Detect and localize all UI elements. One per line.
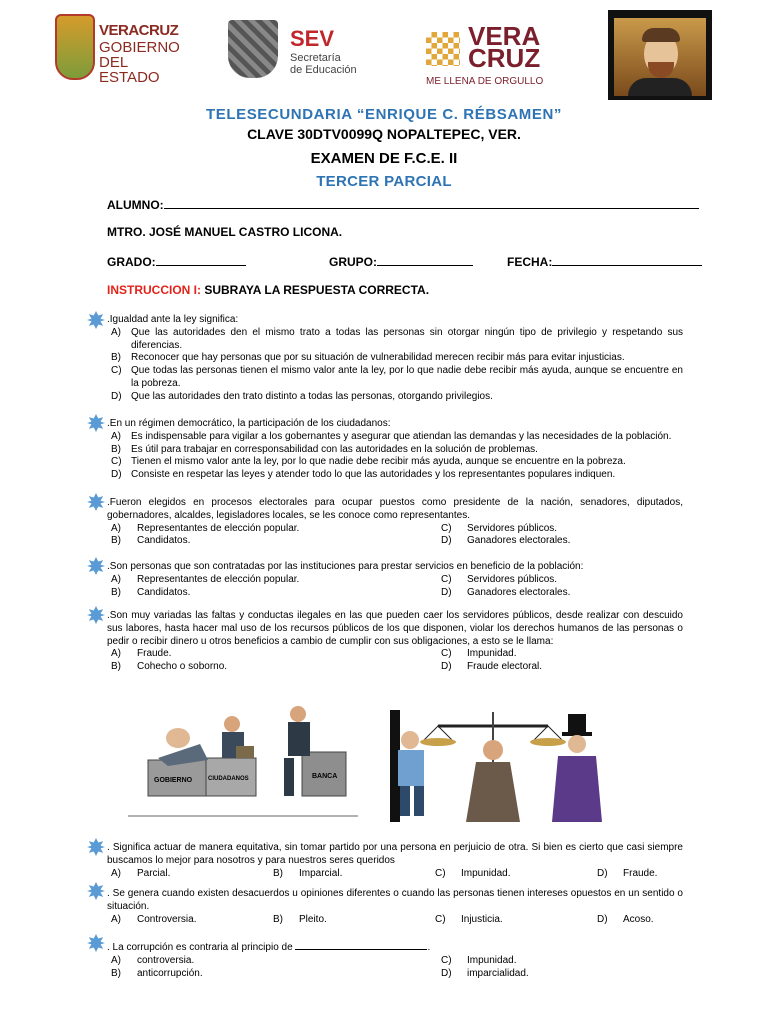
logo-veracruz-line1: VERACRUZ [99,22,179,39]
answer-option[interactable]: B) Es útil para trabajar en corresponsabilidad con las autoridades en la solución de problemas. [111,443,538,455]
instruction [107,283,429,297]
veracruz-pattern-icon [426,32,460,66]
answer-option[interactable]: B) Candidatos. [111,586,191,598]
instruction-label: INSTRUCCION I: [107,283,201,297]
portrait-image [608,10,712,100]
teacher-name: MTRO. JOSÉ MANUEL CASTRO LICONA. [107,225,343,239]
logo-veracruz-line2: GOBIERNO DEL ESTADO [99,39,180,86]
answer-option[interactable]: D) Que las autoridades den trato distinto a todas las personas, otorgando privilegios. [111,390,493,402]
answer-option[interactable]: B) Cohecho o soborno. [111,661,228,673]
answer-option[interactable]: C) Servidores públicos. [441,573,558,585]
answer-option[interactable]: D) Consiste en respetar las leyes y atender todo lo que las autoridades y los representantes populares indiquen. [111,469,616,481]
box-label-banca: BANCA [312,773,338,780]
answer-option[interactable]: D) imparcialidad. [441,967,529,979]
fecha-blank[interactable] [552,254,702,266]
answer-option[interactable]: A) Representantes de elección popular. [111,522,300,534]
question-5 [107,610,683,674]
star-bullet-icon [87,414,105,432]
grado-blank[interactable] [156,254,246,266]
brand-word-1: VERA [468,21,541,51]
question-stem: .Igualdad ante la ley significa: [107,314,239,325]
answer-option[interactable]: A) Que las autoridades den el mismo trato a todas las personas sin otorgar ningún tipo de privilegio y respetando sus diferencias. [111,326,683,351]
answer-option[interactable]: A) Controversia. [111,913,197,925]
question-stem: . La corrupción es contraria al principio de . [107,942,431,953]
box-label-gobierno: GOBIERNO [154,777,193,784]
answer-option[interactable]: B) anticorrupción. [111,967,203,979]
question-7 [107,888,683,926]
answer-option[interactable]: C) Servidores públicos. [441,522,558,534]
alumno-label: ALUMNO: [107,198,164,212]
question-3 [107,497,683,548]
answer-option[interactable]: C) Impunidad. [435,867,511,879]
school-title: TELESECUNDARIA “ENRIQUE C. RÉBSAMEN” [205,106,563,123]
answer-option[interactable]: C) Impunidad. [441,648,517,660]
alumno-blank[interactable] [164,197,699,209]
grupo-field [329,254,473,269]
grupo-label: GRUPO: [329,255,377,269]
answer-blank[interactable] [295,940,427,950]
fecha-field [507,254,702,269]
exam-title: EXAMEN DE F.C.E. II [310,150,458,167]
exam-period: TERCER PARCIAL [316,173,452,190]
star-bullet-icon [87,838,105,856]
right-scene [390,710,602,822]
fecha-label: FECHA: [507,255,553,269]
question-8 [107,940,683,980]
corruption-illustration [128,700,616,822]
question-stem: .En un régimen democrático, la participación de los ciudadanos: [107,418,391,429]
answer-option[interactable]: B) Candidatos. [111,535,191,547]
answer-option[interactable]: A) Parcial. [111,867,171,879]
star-bullet-icon [87,934,105,952]
answer-option[interactable]: C) Impunidad. [441,954,517,966]
answer-option[interactable]: D) Fraude. [597,867,658,879]
sev-name: SEV [290,26,335,51]
answer-option[interactable]: D) Fraude electoral. [441,661,543,673]
answer-option[interactable]: B) Reconocer que hay personas que por su situación de vulnerabilidad merecen recibir más para evitar injusticias. [111,352,625,364]
sev-subtitle: Secretaría de Educación [290,52,357,76]
question-6 [107,842,683,880]
question-2 [107,418,683,482]
question-stem: . Significa actuar de manera equitativa, sin tomar partido por una persona en perjuicio de otra. Si bien es cierto que casi siempre buscamos lo mejor para nosotros y para nuestros seres queridos [107,842,683,866]
brand-word-2: CRUZ [468,43,541,73]
star-bullet-icon [87,606,105,624]
answer-option[interactable]: B) Pleito. [273,913,327,925]
logo-sev [228,20,368,80]
grado-label: GRADO: [107,255,156,269]
star-bullet-icon [87,557,105,575]
answer-option[interactable]: C) Tienen el mismo valor ante la ley, por lo que nadie debe recibir más ayuda, aunque se encuentre en la pobreza. [111,456,626,468]
answer-option[interactable]: A) controversia. [111,954,195,966]
answer-option[interactable]: A) Representantes de elección popular. [111,573,300,585]
question-4 [107,561,683,599]
answer-option[interactable]: D) Acoso. [597,913,654,925]
logo-gobierno-veracruz [55,14,180,86]
logo-veracruz-brand [426,21,576,94]
instruction-text: SUBRAYA LA RESPUESTA CORRECTA. [201,283,430,297]
sev-shield-icon [228,20,278,78]
answer-option[interactable]: A) Es indispensable para vigilar a los gobernantes y asegurar que atiendan las demandas y las necesidades de la población. [111,430,672,442]
question-stem: .Fueron elegidos en procesos electorales para ocupar puestos como presidente de la nación, senadores, diputados, gobernadores, alcaldes, legisladores locales, se les conoce como representantes. [107,497,683,521]
school-clave: CLAVE 30DTV0099Q NOPALTEPEC, VER. [247,126,521,142]
left-scene [128,706,358,816]
box-label-ciudadanos: CIUDADANOS [208,776,249,782]
answer-option[interactable]: C) Que todas las personas tienen el mismo valor ante la ley, por lo que nadie debe recibir más ayuda, aunque se encuentre en la pobreza. [111,365,683,389]
brand-slogan: ME LLENA DE ORGULLO [426,76,544,87]
question-stem: .Son muy variadas las faltas y conductas ilegales en las que pueden caer los servidores públicos, desde realizar con descuido sus labores, hasta hacer mal uso de los recursos públicos de los que disponen, violar los derechos humanos de las personas o pedir o recibir dinero u otros beneficios a cambio de cumplir con sus obligaciones, a esto se le llama: [107,610,683,647]
answer-option[interactable]: D) Ganadores electorales. [441,586,571,598]
question-stem: . Se genera cuando existen desacuerdos u opiniones diferentes o cuando las personas tienen intereses opuestos en un sentido o situación. [107,888,683,912]
star-bullet-icon [87,882,105,900]
answer-option[interactable]: A) Fraude. [111,648,172,660]
answer-option[interactable]: D) Ganadores electorales. [441,535,571,547]
star-bullet-icon [87,311,105,329]
grado-field [107,254,246,269]
question-stem: .Son personas que son contratadas por las instituciones para prestar servicios en beneficio de la población: [107,561,584,572]
answer-option[interactable]: B) Imparcial. [273,867,343,879]
alumno-field [107,197,699,212]
grupo-blank[interactable] [377,254,473,266]
answer-option[interactable]: C) Injusticia. [435,913,503,925]
veracruz-crest-icon [55,14,95,80]
question-1 [107,314,683,404]
star-bullet-icon [87,493,105,511]
